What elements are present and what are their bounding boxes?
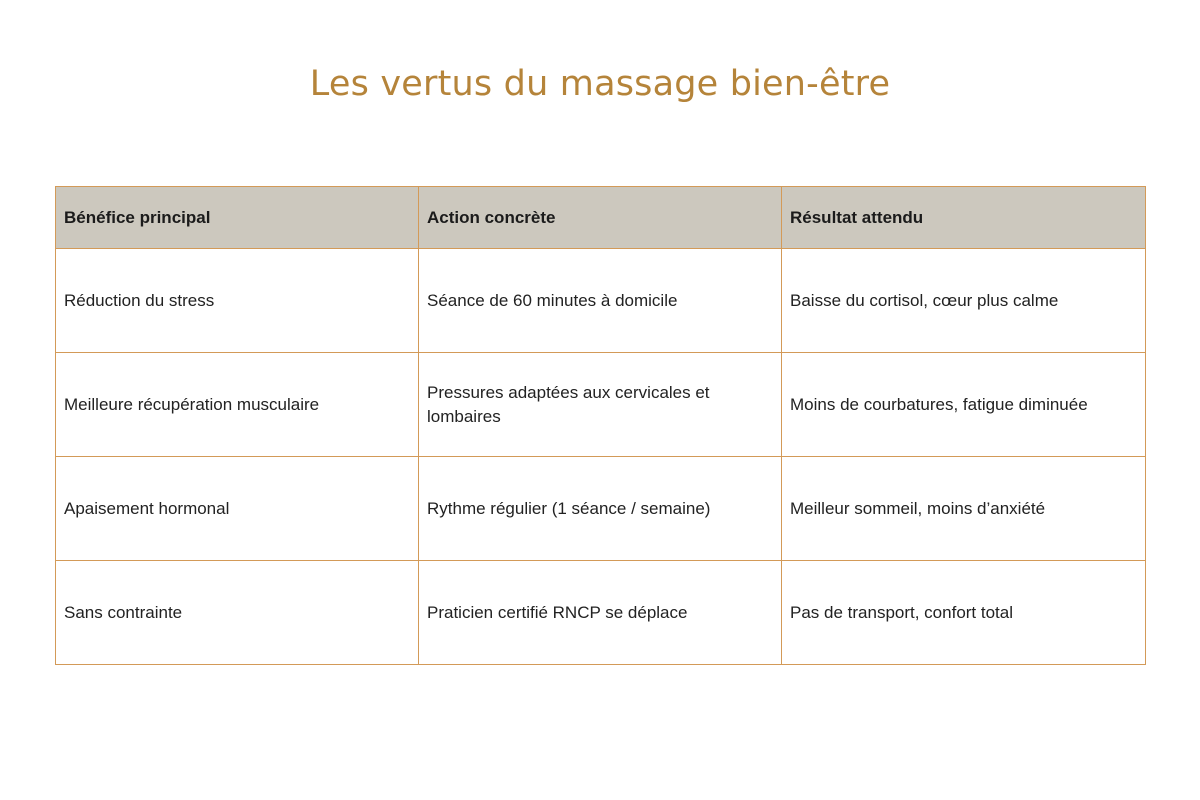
- cell-result: Meilleur sommeil, moins d’anxiété: [782, 457, 1146, 561]
- cell-benefit: Apaisement hormonal: [56, 457, 419, 561]
- table-header-row: [56, 187, 1146, 249]
- cell-result: Pas de transport, confort total: [782, 561, 1146, 665]
- cell-action: Pressures adaptées aux cervicales et lombaires: [419, 353, 782, 457]
- table-row: [56, 249, 1146, 353]
- cell-benefit: Sans contrainte: [56, 561, 419, 665]
- table-row: [56, 353, 1146, 457]
- benefits-table: [55, 186, 1146, 665]
- cell-benefit: Meilleure récupération musculaire: [56, 353, 419, 457]
- page-title: Les vertus du massage bien-être: [309, 64, 891, 104]
- cell-result: Baisse du cortisol, cœur plus calme: [782, 249, 1146, 353]
- cell-action: Rythme régulier (1 séance / semaine): [419, 457, 782, 561]
- cell-benefit: Réduction du stress: [56, 249, 419, 353]
- table-row: [56, 561, 1146, 665]
- column-header-action: Action concrète: [419, 187, 782, 249]
- cell-result: Moins de courbatures, fatigue diminuée: [782, 353, 1146, 457]
- column-header-result: Résultat attendu: [782, 187, 1146, 249]
- cell-action: Praticien certifié RNCP se déplace: [419, 561, 782, 665]
- cell-action: Séance de 60 minutes à domicile: [419, 249, 782, 353]
- column-header-benefit: Bénéfice principal: [56, 187, 419, 249]
- table-row: [56, 457, 1146, 561]
